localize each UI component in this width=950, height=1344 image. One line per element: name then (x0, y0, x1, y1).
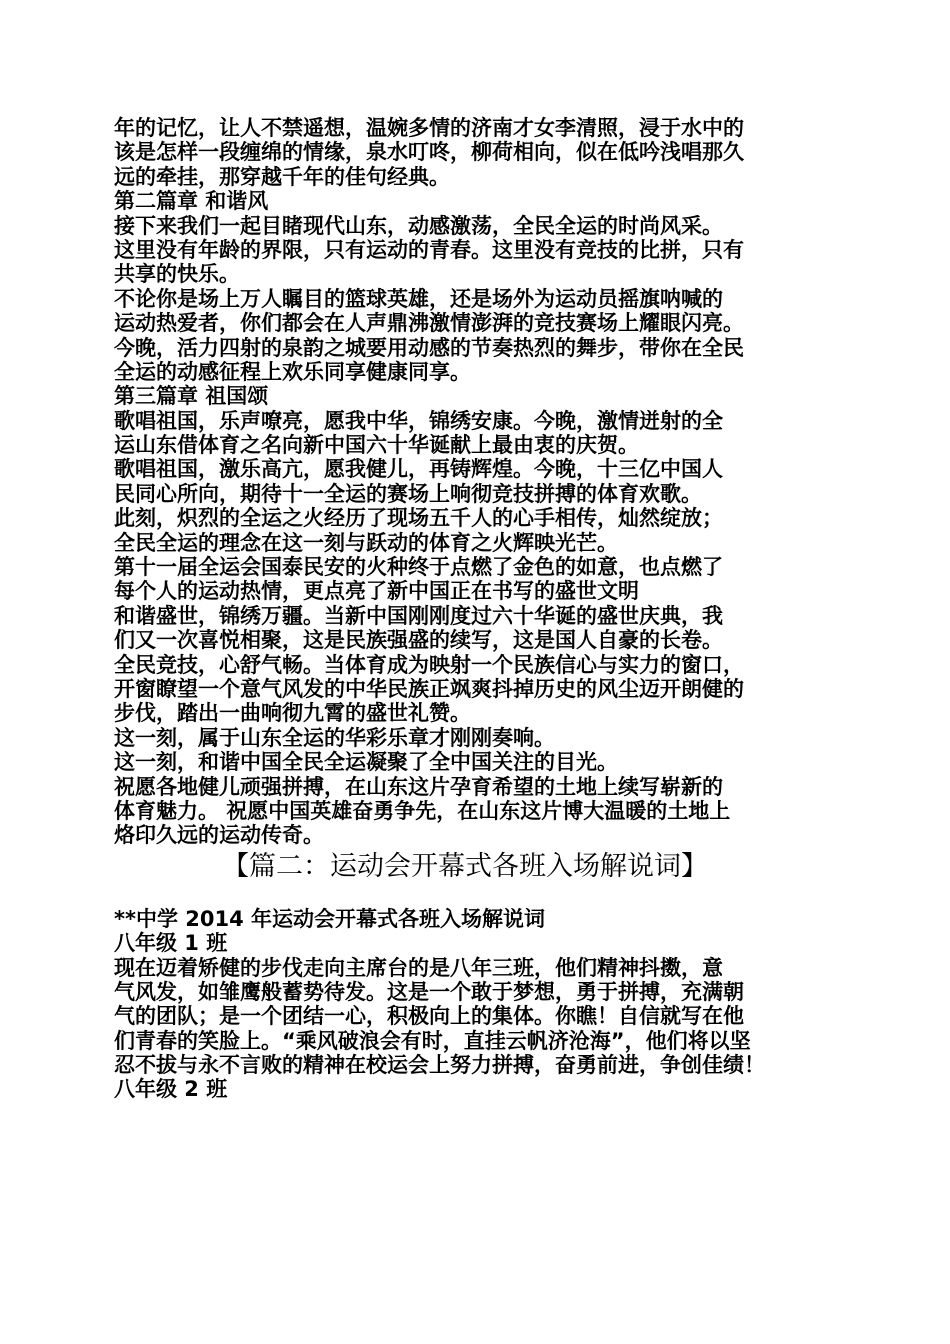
text-line: 体育魅力。 祝愿中国英雄奋勇争先，在山东这片博大温暖的土地上 (114, 798, 731, 823)
text-line: 年的记忆，让人不禁遥想，温婉多情的济南才女李清照，浸于水中的 (114, 116, 744, 140)
text-line: 歌唱祖国，乐声嘹亮，愿我中华，锦绣安康。今晚，激情迸射的全 (114, 408, 723, 433)
text-line: 共享的快乐。 (114, 262, 240, 287)
text-line: 八年级 1 班 (114, 931, 228, 956)
text-line: 现在迈着矫健的步伐走向主席台的是八年三班，他们精神抖擞，意 (114, 955, 723, 980)
text-line: 气风发，如雏鹰般蓄势待发。这是一个敢于梦想，勇于拼搏，充满朝 (114, 979, 744, 1004)
text-line: 远的牵挂，那穿越千年的佳句经典。 (114, 164, 450, 189)
text-line: 该是怎样一段缠绵的情缘，泉水叮咚，柳荷相向，似在低吟浅唱那久 (114, 140, 744, 165)
section-heading: 【篇二：运动会开幕式各班入场解说词】 (222, 850, 708, 882)
text-line: 开窗瞭望一个意气风发的中华民族正飒爽抖掉历史的风尘迈开朗健的 (114, 676, 744, 701)
document-page (114, 116, 844, 1102)
text-line: 第二篇章 和谐风 (114, 189, 269, 214)
text-line: 们又一次喜悦相聚，这是民族强盛的续写，这是国人自豪的长卷。 (114, 628, 723, 653)
text-line: 运山东借体育之名向新中国六十华诞献上最由衷的庆贺。 (114, 433, 639, 458)
text-line: 烙印久远的运动传奇。 (114, 823, 324, 848)
text-line: 这一刻，和谐中国全民全运凝聚了全中国关注的目光。 (114, 750, 618, 775)
text-line: 八年级 2 班 (114, 1077, 228, 1102)
text-line: 全民全运的理念在这一刻与跃动的体育之火辉映光芒。 (114, 530, 618, 555)
text-line: 步伐，踏出一曲响彻九霄的盛世礼赞。 (114, 701, 471, 726)
text-line: 民同心所向，期待十一全运的赛场上响彻竞技拼搏的体育欢歌。 (114, 481, 702, 506)
text-line: 今晚，活力四射的泉韵之城要用动感的节奏热烈的舞步，带你在全民 (114, 335, 744, 360)
text-line: **中学 2014 年运动会开幕式各班入场解说词 (114, 906, 546, 931)
text-line: 气的团队；是一个团结一心，积极向上的集体。你瞧！自信就写在他 (114, 1004, 744, 1029)
text-line: 们青春的笑脸上。“乘风破浪会有时，直挂云帆济沧海”，他们将以坚 (114, 1028, 751, 1053)
text-line: 全民竞技，心舒气畅。当体育成为映射一个民族信心与实力的窗口， (114, 652, 744, 677)
text-line: 忍不拔与永不言败的精神在校运会上努力拼搏，奋勇前进，争创佳绩！ (114, 1053, 765, 1078)
text-line: 这里没有年龄的界限，只有运动的青春。这里没有竞技的比拼，只有 (114, 237, 744, 262)
text-line: 祝愿各地健儿顽强拼搏，在山东这片孕育希望的土地上续写崭新的 (114, 774, 723, 799)
text-line: 这一刻，属于山东全运的华彩乐章才刚刚奏响。 (114, 725, 555, 750)
commentary-text-part-1 (114, 116, 844, 848)
text-line: 歌唱祖国，激乐高亢，愿我健儿，再铸辉煌。今晚，十三亿中国人 (114, 457, 723, 482)
text-line: 不论你是场上万人瞩目的篮球英雄，还是场外为运动员摇旗呐喊的 (114, 286, 723, 311)
commentary-text-part-2 (114, 907, 844, 1102)
text-line: 第十一届全运会国泰民安的火种终于点燃了金色的如意，也点燃了 (114, 555, 723, 580)
text-line: 每个人的运动热情，更点亮了新中国正在书写的盛世文明 (114, 579, 639, 604)
text-line: 此刻，炽烈的全运之火经历了现场五千人的心手相传，灿然绽放； (114, 506, 723, 531)
text-line: 第三篇章 祖国颂 (114, 384, 269, 409)
text-line: 接下来我们一起目睹现代山东，动感激荡，全民全运的时尚风采。 (114, 213, 723, 238)
text-line: 运动热爱者，你们都会在人声鼎沸激情澎湃的竞技赛场上耀眼闪亮。 (114, 311, 744, 336)
text-line: 全运的动感征程上欢乐同享健康同享。 (114, 359, 471, 384)
text-line: 和谐盛世，锦绣万疆。当新中国刚刚度过六十华诞的盛世庆典，我 (114, 603, 723, 628)
